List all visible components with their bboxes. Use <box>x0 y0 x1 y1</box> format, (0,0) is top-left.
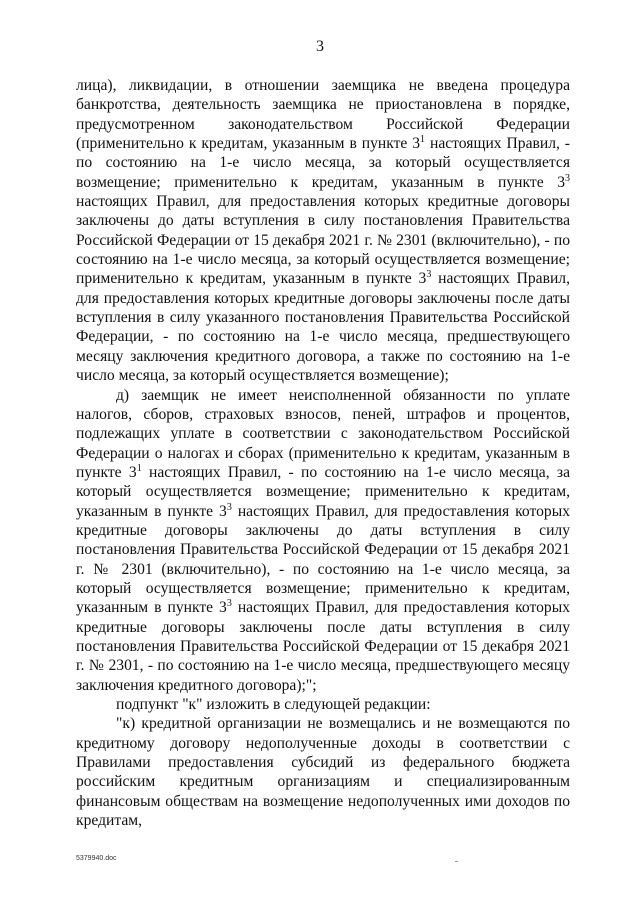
footer-file-code: 5379940.doc <box>76 855 117 862</box>
text-run: настоящих Правил, для предоставления которых кредитные договоры заключены после даты вступления в силу постановления Правительства Российской Федерации от 15 декабря 2021 г. № 2301, - по состоянию на 1-е число месяца, предшествующего месяцу заключения кредитного договора);"; <box>76 599 571 694</box>
text-run: настоящих Правил, для предоставления которых кредитные договоры заключены после даты вступления в силу указанного постановления Правительства Российской Федерации, - по состоянию на 1-е число месяца, предшествующего месяцу заключения кредитного договора, а также по состоянию на 1-е число месяца, за который осуществляется возмещение); <box>76 270 570 385</box>
superscript-index: 3 <box>226 501 232 513</box>
text-run: лица), ликвидации, в отношении заемщика не введена процедура банкротства, деятельность заемщика не приостановлена в порядке, предусмотренном законодательством Российской Федерации (применительно к кредитам, указанным в пункте 3 <box>76 77 570 153</box>
document-body <box>76 76 570 830</box>
paragraph <box>76 386 570 696</box>
text-run: настоящих Правил, - по состоянию на 1-е число месяца, за который осуществляется возмещение; применительно к кредитам, указанным в пункте 3 <box>76 463 570 520</box>
text-run: настоящих Правил, для предоставления которых кредитные договоры заключены до даты вступления в силу постановления Правительства Российской Федерации от 15 декабря 2021 г. № 2301 (включительно), - по состоянию на 1-е число месяца, за который осуществляется возмещение; применительно к кредитам, указанным в пункте 3 <box>76 502 571 617</box>
text-run: настоящих Правил, для предоставления которых кредитные договоры заключены до даты вступления в силу постановления Правительства Российской Федерации от 15 декабря 2021 г. № 2301 (включительно), - по состоянию на 1-е число месяца, за который осуществляется возмещение; применительно к кредитам, указанным в пункте 3 <box>76 193 570 288</box>
text-run: "к) кредитной организации не возмещались и не возмещаются по кредитному договору недополученные доходы в соответствии с Правилами предоставления субсидий из федерального бюджета российским кредитным организациям и специализированным финансовым обществам на возмещение недополученных ими доходов по кредитам, <box>76 715 570 830</box>
text-run: подпункт "к" изложить в следующей редакции: <box>116 696 431 713</box>
superscript-index: 1 <box>420 134 426 146</box>
page-number: 3 <box>316 38 324 55</box>
scan-mark <box>455 861 458 862</box>
text-run: д) заемщик не имеет неисполненной обязанности по уплате налогов, сборов, страховых взносов, пеней, штрафов и процентов, подлежащих уплате в соответствии с законодательством Российской Федерации о налогах и сборах (применительно к кредитам, указанным в пункте 3 <box>76 386 570 481</box>
paragraph <box>76 714 570 830</box>
superscript-index: 1 <box>136 462 142 474</box>
paragraph <box>76 76 570 386</box>
text-run: настоящих Правил, - по состоянию на 1-е число месяца, за который осуществляется возмещение; применительно к кредитам, указанным в пункте 3 <box>76 135 570 191</box>
superscript-index: 3 <box>565 172 570 184</box>
superscript-index: 3 <box>226 598 232 610</box>
paragraph <box>76 695 570 714</box>
superscript-index: 3 <box>426 269 432 281</box>
